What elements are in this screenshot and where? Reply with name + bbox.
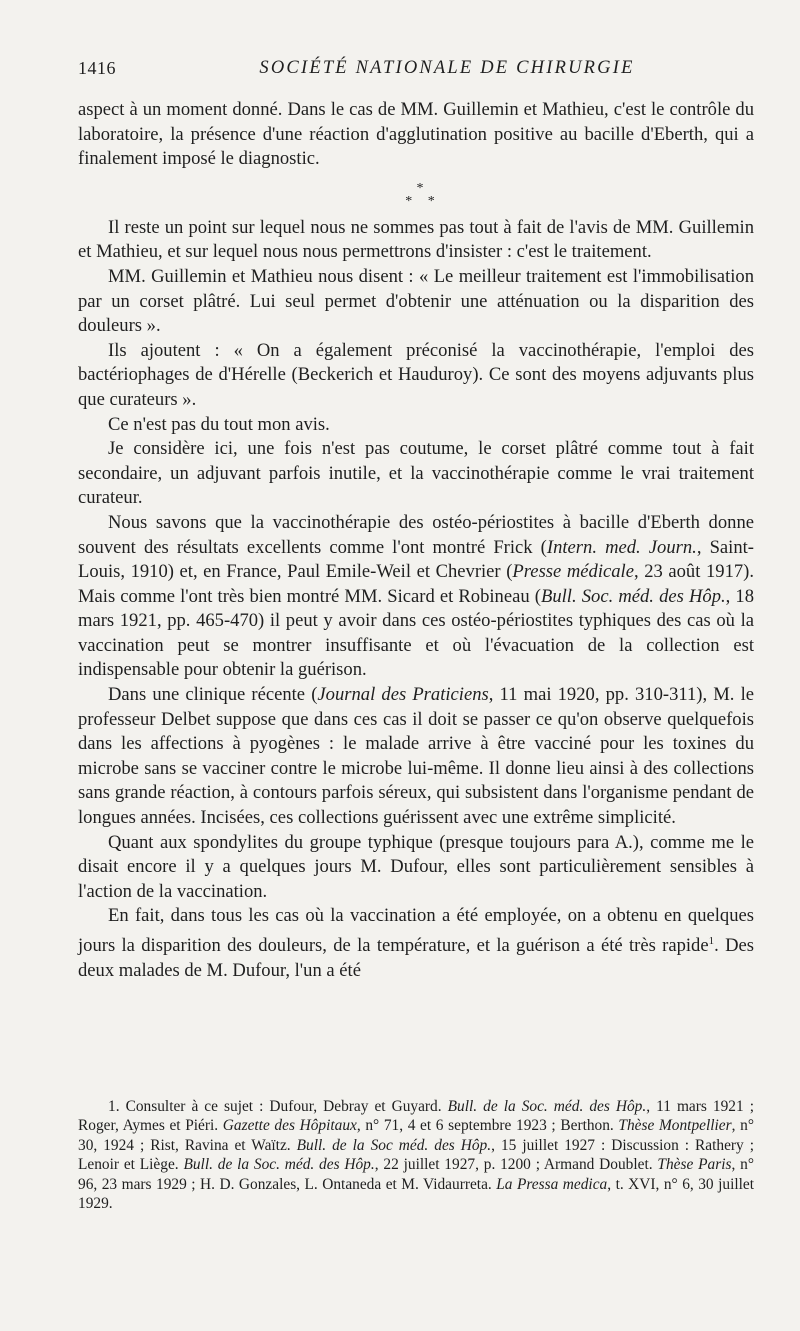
paragraph: Quant aux spondylites du groupe typhique (presque toujours para A.), comme me le disait encore il y a quelques jours M. Dufour, elles sont particulièrement sensibles à l'action de la vaccination. — [78, 831, 754, 902]
text-run: , n° 30, 1924 ; Rist, Ravina et Waïtz. — [78, 1117, 754, 1154]
citation-journal: Thèse Paris — [657, 1156, 732, 1174]
citation-journal: Presse médicale — [512, 561, 634, 583]
paragraph: Je considère ici, une fois n'est pas coutume, le corset plâtré comme tout à fait secondaire, un adjuvant parfois inutile, et la vaccinothérapie comme le vrai traitement curateur. — [78, 438, 754, 509]
section-asterism — [78, 172, 754, 216]
text-run: , 11 mai 1920, pp. 310-311), M. le professeur Delbet suppose que dans ces cas il doit se passer ce qu'on observe quelquefois dans les affections à pyogènes : le malade arrive à être vacciné pour les toxines du microbe sans se vacciner contre le microbe lui-même. Il donne lieu ainsi à des collections sans grande réaction, à contours parfois séreux, qui subsistent dans l'organisme pendant de longues années. Incisées, ces collections guérissent avec une extrême simplicité. — [78, 684, 755, 829]
citation-journal: Thèse Montpellier — [618, 1117, 732, 1135]
paragraph: Ils ajoutent : « On a également préconisé la vaccinothérapie, l'emploi des bactériophages de d'Hérelle (Beckerich et Hauduroy). Ce sont des moyens adjuvants plus que curateurs ». — [78, 339, 754, 410]
text-run: , 23 août 1917). Mais comme l'ont très bien montré MM. Sicard et Robineau ( — [78, 561, 754, 607]
text-run: Nous savons que la vaccinothérapie des ostéo-périostites à bacille d'Eberth donne souvent des résultats excellents comme l'ont montré Frick ( — [78, 511, 754, 558]
citation-journal: Journal des Praticiens — [317, 684, 489, 706]
text-run: , n° 96, 23 mars 1929 ; H. D. Gonzales, L. Ontaneda et M. Vidaurreta. — [78, 1156, 755, 1193]
citation-journal: Bull. de la Soc méd. des Hôp. — [296, 1136, 492, 1154]
text-run: , 15 juillet 1927 : Discussion : Rathery ; Lenoir et Liège. — [78, 1136, 754, 1174]
text-run: , n° 71, 4 et 6 septembre 1923 ; Berthon. — [356, 1117, 619, 1135]
paragraph: Ce n'est pas du tout mon avis. — [108, 413, 330, 435]
asterism-top: * — [416, 180, 430, 196]
text-run: , t. XVI, n° 6, 30 juillet 1929. — [78, 1175, 755, 1213]
text-run: , 11 mars 1921 ; Roger, Aymes et Piéri. — [78, 1098, 754, 1135]
page-header — [78, 54, 756, 84]
body-text — [78, 98, 754, 983]
footnotes — [78, 1097, 754, 1213]
running-title: SOCIÉTÉ NATIONALE DE CHIRURGIE — [259, 58, 635, 78]
footnote — [78, 1097, 754, 1213]
paragraph — [78, 683, 754, 831]
paragraph: aspect à un moment donné. Dans le cas de MM. Guillemin et Mathieu, c'est le contrôle du laboratoire, la présence d'une réaction d'agglutination positive au bacille d'Eberth, qui a finalement imposé le diagnostic. — [78, 99, 754, 170]
text-run: , 22 juillet 1927, p. 1200 ; Armand Doublet. — [374, 1156, 658, 1174]
citation-journal: Intern. med. Journ. — [546, 536, 697, 558]
citation-journal: Gazette des Hôpitaux — [222, 1117, 357, 1135]
text-run: En fait, dans tous les cas où la vaccination a été employée, on a obtenu en quelques jours la disparition des douleurs, de la température, et la guérison a été très rapide — [78, 905, 754, 957]
text-run: . Des deux malades de M. Dufour, l'un a été — [78, 935, 754, 981]
citation-journal: Bull. de la Soc. méd. des Hôp. — [447, 1098, 647, 1115]
paragraph: MM. Guillemin et Mathieu nous disent : « Le meilleur traitement est l'immobilisation par un corset plâtré. Lui seul permet d'obtenir une atténuation ou la disparition des douleurs ». — [78, 265, 754, 337]
asterism-bottom: * * — [405, 193, 441, 209]
paragraph: Il reste un point sur lequel nous ne sommes pas tout à fait de l'avis de MM. Guillemin et Mathieu, et sur lequel nous nous permettrons d'insister : c'est le traitement. — [78, 216, 754, 263]
text-run: , 18 mars 1921, pp. 465-470) il peut y avoir dans ces ostéo-périostites typhiques des cas où la vaccination peut se montrer insuffisante et où l'évacuation de la collection est indispensable pour obtenir la guérison. — [78, 585, 755, 681]
footnote-marker: 1 — [708, 935, 715, 947]
paragraph — [78, 511, 754, 683]
citation-journal: Bull. Soc. méd. des Hôp. — [540, 585, 726, 607]
paragraph — [78, 904, 754, 983]
page-number: 1416 — [78, 58, 116, 78]
citation-journal: Bull. de la Soc. méd. des Hôp. — [183, 1156, 375, 1174]
text-run: Dans une clinique récente ( — [108, 684, 318, 706]
text-run: 1. Consulter à ce sujet : Dufour, Debray et Guyard. — [108, 1098, 448, 1115]
citation-journal: La Pressa medica — [496, 1175, 608, 1193]
text-run: , Saint-Louis, 1910) et, en France, Paul Emile-Weil et Chevrier ( — [78, 536, 754, 583]
